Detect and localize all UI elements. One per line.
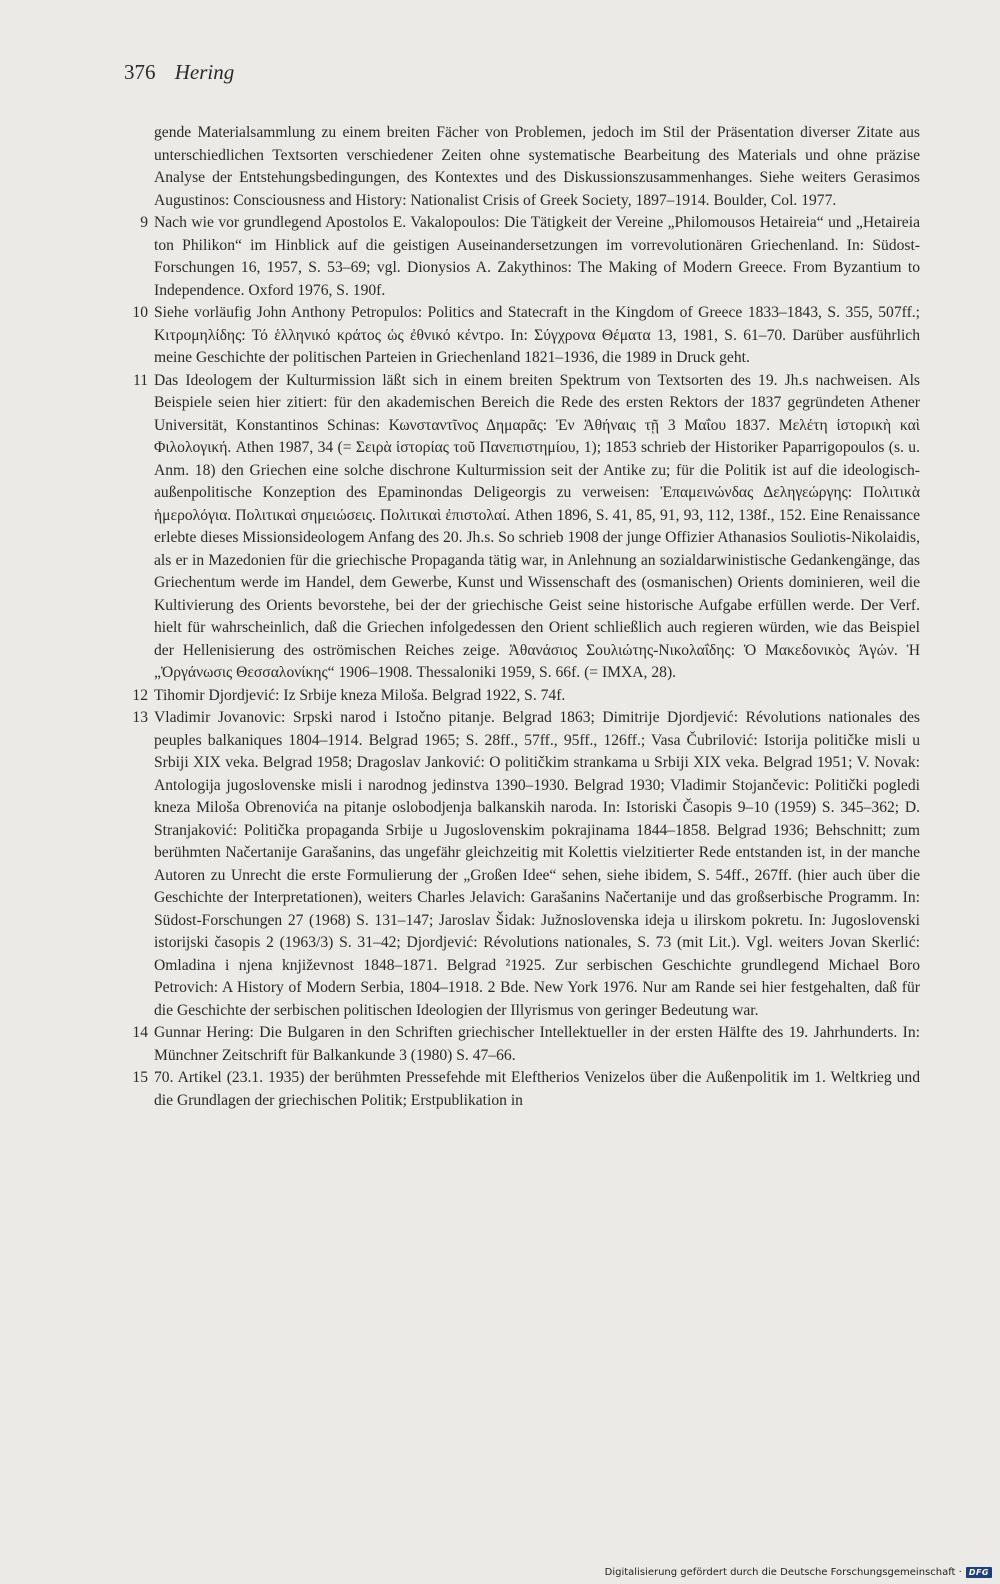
footnote-10	[112, 302, 920, 370]
footnote-12	[112, 685, 920, 708]
footnote-15	[112, 1067, 920, 1112]
footnote-number: 11	[132, 371, 148, 389]
footnote-text: Siehe vorläufig John Anthony Petropulos: Politics and Statecraft in the Kingdom of Greece 1833–1843, S. 355, 507ff.; Κιτρομηλίδης: Τό ἑλληνικό κράτος ὡς ἐθνικό κέντρο. In: Σύγχρονα Θέματα 13, 1981, S. 61–70. Darüber ausführlich meine Geschichte der politischen Parteien in Griechenland 1821–1936, die 1989 in Druck geht.	[154, 304, 920, 366]
footnote-number: 13	[132, 709, 148, 726]
footnote-number: 9	[140, 214, 148, 231]
footnote-text: 70. Artikel (23.1. 1935) der berühmten Pressefehde mit Eleftherios Venizelos über die Außenpolitik im 1. Weltkrieg und die Grundlagen der griechischen Politik; Erstpublikation in	[154, 1069, 920, 1109]
digitization-credit: Digitalisierung gefördert durch die Deutsche Forschungsgemeinschaft · DFG	[605, 1567, 992, 1578]
footnote-13	[112, 707, 920, 1022]
footnote-text: Nach wie vor grundlegend Apostolos E. Vakalopoulos: Die Tätigkeit der Vereine „Philomousos Hetaireia“ und „Hetaireia ton Philikon“ im Hinblick auf die geistigen Auseinandersetzungen im vorrevolutionären Griechenland. In: Südost-Forschungen 16, 1957, S. 53–69; vgl. Dionysios A. Zakythinos: The Making of Modern Greece. From Byzantium to Independence. Oxford 1976, S. 190f.	[154, 214, 920, 299]
footnote-number: 14	[132, 1024, 148, 1041]
footnote-number: 15	[132, 1069, 148, 1086]
footnote-11	[112, 370, 920, 685]
footnote-14	[112, 1022, 920, 1067]
footnote-text: Das Ideologem der Kulturmission läßt sich in einem breiten Spektrum von Textsorten des 19. Jh.s nachweisen. Als Beispiele seien hier zitiert: für den akademischen Bereich die Rede des ersten Rektors der 1837 gegründeten Athener Universität, Konstantinos Schinas: Κωνσταντῖνος Δημαρᾶς: Ἐν Ἀθήναις τῇ 3 Μαΐου 1837. Μελέτη ἱστορικὴ καὶ Φιλολογική. Athen 1987, 34 (= Σειρὰ ἱστορίας τοῦ Πανεπιστημίου, 1); 1853 schrieb der Historiker Paparrigopoulos (s. u. Anm. 18) den Griechen eine solche dischrone Kulturmission seit der Antike zu; für die Politik ist auf die ideologisch-außenpolitische Konzeption des Epaminondas Deligeorgis zu verweisen: Ἐπαμεινώνδας Δεληγεώργης: Πολιτικὰ ἡμερολόγια. Πολιτικαὶ σημειώσεις. Πολιτικαὶ ἐπιστολαί. Athen 1896, S. 41, 85, 91, 93, 112, 138f., 152. Eine Renaissance erlebte dieses Missionsideologem Anfang des 20. Jh.s. So schrieb 1908 der junge Offizier Athanasios Souliotis-Nikolaidis, als er in Mazedonien für die griechische Propaganda tätig war, in Anlehnung an sozialdarwinistische Gedankengänge, das Griechentum werde im Handel, dem Gewerbe, Kunst und Wissenschaft des (osmanischen) Orients dominieren, weil die Kultivierung des Orients bevorstehe, bei der der griechische Geist seine historische Aufgabe erfüllen werde. Der Verf. hielt für wahrscheinlich, daß die Griechen infolgedessen den Orient schließlich auch regieren würden, wie das Beispiel der Hellenisierung des oströmischen Reiches zeige. Ἀθανάσιος Σουλιώτης-Νικολαΐδης: Ὁ Μακεδονικὸς Ἀγών. Ἡ „Ὀργάνωσις Θεσσαλονίκης“ 1906–1908. Thessaloniki 1959, S. 66f. (= IMXA, 28).	[154, 371, 920, 681]
footnote-8-continued	[112, 122, 920, 212]
page-number: 376	[124, 60, 156, 84]
footnote-text: gende Materialsammlung zu einem breiten Fächer von Problemen, jedoch im Stil der Präsentation diverser Zitate aus unterschiedlichen Textsorten verschiedener Zeiten ohne systematische Bearbeitung des Materials und ohne präzise Analyse der Entstehungsbedingungen, des Kontextes und des Diskussionszusammenhanges. Siehe weiters Gerasimos Augustinos: Consciousness and History: Nationalist Crisis of Greek Society, 1897–1914. Boulder, Col. 1977.	[154, 124, 920, 209]
footnote-text: Vladimir Jovanovic: Srpski narod i Istočno pitanje. Belgrad 1863; Dimitrije Djordjević: Révolutions nationales des peuples balkaniques 1804–1914. Belgrad 1965; S. 28ff., 57ff., 95ff., 126ff.; Vasa Čubrilović: Istorija političke misli u Srbiji XIX veka. Belgrad 1958; Dragoslav Janković: O političkim strankama u Srbiji XIX veka. Belgrad 1951; V. Novak: Antologija jugoslovenske misli i narodnog jedinstva 1390–1930. Belgrad 1930; Vladimir Stojančevic: Politički pogledi kneza Miloša Obrenovića na pitanje oslobodjenja balkanskih naroda. In: Istoriski Časopis 9–10 (1959) S. 345–362; D. Stranjaković: Politička propaganda Srbije u Jugoslovenskim pokrajinama 1844–1858. Belgrad 1936; Behschnitt; zum berühmten Načertanije Garašanins, das ungefähr gleichzeitig mit Kolettis vielzitierter Rede entstanden ist, in der manche Autoren zu Unrecht die erste Formulierung der „Großen Idee“ sehen, siehe ibidem, S. 54ff., 267ff. (hier auch über die Geschichte der Interpretationen), weiters Charles Jelavich: Garašanins Načertanije und das großserbische Programm. In: Südost-Forschungen 27 (1968) S. 131–147; Jaroslav Šidak: Južnoslovenska ideja u ilirskom pokretu. In: Jugoslovenski istorijski časopis 2 (1963/3) S. 31–42; Djordjević: Révolutions nationales, S. 73 (mit Lit.). Vgl. weiters Jovan Skerlić: Omladina i njena književnost 1848–1871. Belgrad ²1925. Zur serbischen Geschichte grundlegend Michael Boro Petrovich: A History of Modern Serbia, 1804–1918. 2 Bde. New York 1976. Nur am Rande sei hier festgehalten, daß für die Geschichte der serbischen politischen Ideologien der Illyrismus von geringer Bedeutung war.	[154, 709, 920, 1019]
footnote-9	[112, 212, 920, 302]
footnote-number: 10	[132, 304, 148, 321]
running-head-author: Hering	[174, 60, 235, 84]
footnote-text: Gunnar Hering: Die Bulgaren in den Schriften griechischer Intellektueller in der ersten Hälfte des 19. Jahrhunderts. In: Münchner Zeitschrift für Balkankunde 3 (1980) S. 47–66.	[154, 1024, 920, 1064]
dfg-logo: DFG	[966, 1567, 992, 1578]
digitization-credit-text: Digitalisierung gefördert durch die Deutsche Forschungsgemeinschaft	[604, 1567, 956, 1578]
running-head	[124, 60, 234, 85]
footnote-number: 12	[132, 686, 148, 704]
footnotes	[112, 122, 920, 1112]
footnote-text: Tihomir Djordjević: Iz Srbije kneza Miloša. Belgrad 1922, S. 74f.	[154, 686, 566, 704]
